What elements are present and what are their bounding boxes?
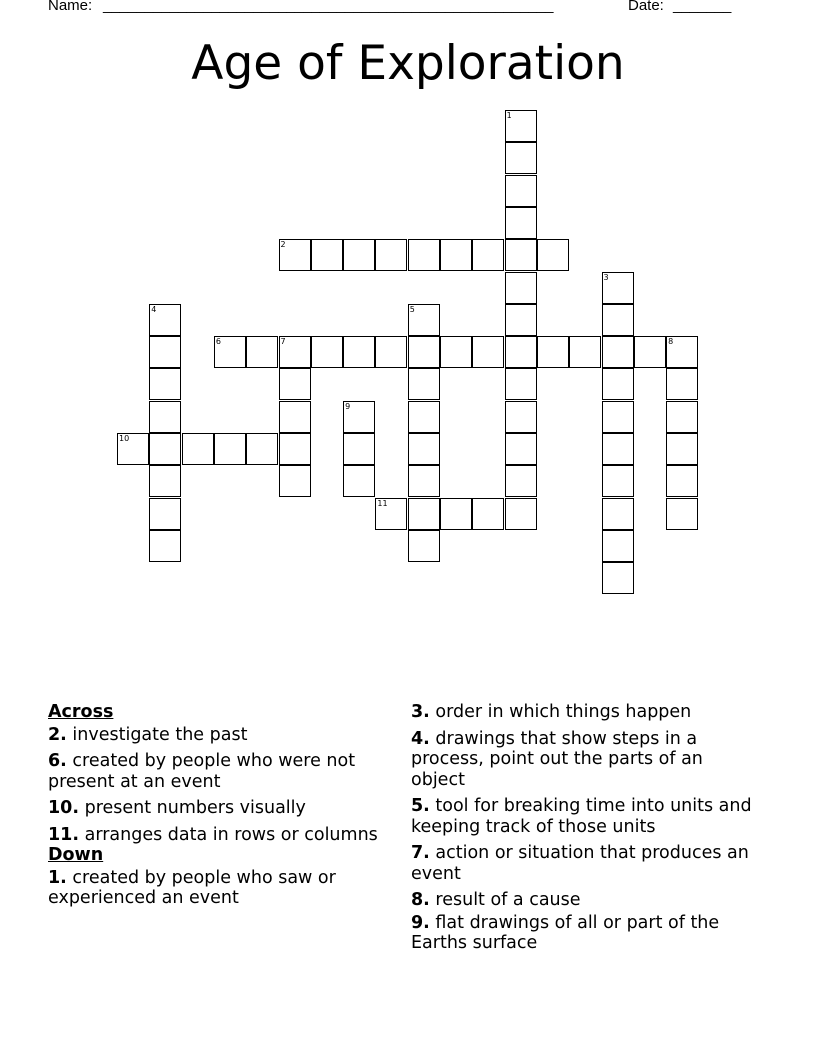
crossword-cell[interactable] [246,433,278,465]
down-clue: 5. tool for breaking time into units and keeping track of those units [411,796,752,837]
cell-number: 2 [280,240,286,250]
clues-column-left [48,702,393,915]
crossword-cell[interactable] [246,336,278,368]
crossword-cell[interactable] [505,498,537,530]
crossword-cell[interactable] [343,465,375,497]
crossword-cell[interactable] [505,207,537,239]
down-clue: 9. flat drawings of all or part of the Earths surface [411,912,720,953]
crossword-cell[interactable] [505,239,537,271]
crossword-cell[interactable] [408,239,440,271]
cell-number: 5 [409,304,415,314]
crossword-cell[interactable] [149,401,181,433]
crossword-cell[interactable] [602,465,634,497]
crossword-cell[interactable] [408,433,440,465]
across-clue: 11. arranges data in rows or columns [48,824,378,845]
down-clue: 8. result of a cause [411,890,581,910]
crossword-cell[interactable] [408,401,440,433]
cell-number: 1 [506,111,512,120]
crossword-cell[interactable] [279,433,311,465]
crossword-cell[interactable] [279,401,311,433]
crossword-cell[interactable] [149,304,181,336]
crossword-cell[interactable] [149,433,181,465]
crossword-cell[interactable] [505,272,537,304]
crossword-cell[interactable] [602,304,634,336]
crossword-cell[interactable] [408,465,440,497]
puzzle-title: Age of Exploration [191,36,625,91]
crossword-cell[interactable] [375,239,407,271]
worksheet-header [48,0,748,19]
crossword-cell[interactable] [149,368,181,400]
crossword-cell[interactable] [279,239,311,271]
crossword-cell[interactable] [408,530,440,562]
down-clue: 4. drawings that show steps in a process, point out the parts of an object [411,728,703,790]
crossword-cell[interactable] [602,498,634,530]
clues-column-right [411,702,761,960]
crossword-cell[interactable] [472,336,504,368]
crossword-cell[interactable] [343,336,375,368]
crossword-cell[interactable] [634,336,666,368]
crossword-cell[interactable] [505,465,537,497]
crossword-cell[interactable] [343,401,375,433]
crossword-cell[interactable] [408,498,440,530]
crossword-cell[interactable] [666,433,698,465]
cell-number: 3 [603,272,609,282]
crossword-cell[interactable] [505,433,537,465]
crossword-cell[interactable] [569,336,601,368]
date-label: Date: [628,0,664,14]
crossword-cell[interactable] [279,465,311,497]
crossword-cell[interactable] [472,498,504,530]
crossword-cell[interactable] [537,336,569,368]
crossword-cell[interactable] [602,401,634,433]
crossword-cell[interactable] [182,433,214,465]
down-clue: 1. created by people who saw or experienced an event [48,867,336,908]
name-label: Name: [48,0,93,14]
crossword-cell[interactable] [472,239,504,271]
across-clue: 6. created by people who were not present at an event [48,751,356,792]
crossword-cell[interactable] [408,336,440,368]
cell-number: 4 [151,304,157,314]
crossword-cell[interactable] [666,336,698,368]
across-clue: 2. investigate the past [48,724,248,745]
crossword-cell[interactable] [408,304,440,336]
crossword-cell[interactable] [214,336,246,368]
cell-number: 6 [215,337,221,347]
crossword-cell[interactable] [279,336,311,368]
crossword-cell[interactable] [505,142,537,174]
crossword-cell[interactable] [279,368,311,400]
crossword-cell[interactable] [505,304,537,336]
crossword-cell[interactable] [602,433,634,465]
name-field-line: ______________________________________________________ [103,0,554,14]
crossword-cell[interactable] [505,368,537,400]
crossword-cell[interactable] [505,110,537,142]
crossword-cell[interactable] [408,368,440,400]
crossword-cell[interactable] [149,465,181,497]
cell-number: 9 [345,401,351,411]
crossword-cell[interactable] [149,336,181,368]
cell-number: 7 [280,337,286,347]
crossword-cell[interactable] [214,433,246,465]
cell-number: 11 [377,498,388,508]
date-field-line: _______ [673,0,732,14]
across-heading: Across [48,702,114,722]
crossword-cell[interactable] [343,239,375,271]
crossword-cell[interactable] [149,498,181,530]
crossword-cell[interactable] [440,336,472,368]
crossword-cell[interactable] [505,336,537,368]
down-clue: 3. order in which things happen [411,702,692,722]
crossword-cell[interactable] [149,530,181,562]
crossword-cell[interactable] [666,401,698,433]
crossword-cell[interactable] [117,433,149,465]
crossword-cell[interactable] [537,239,569,271]
crossword-cell[interactable] [505,401,537,433]
crossword-cell[interactable] [440,498,472,530]
crossword-cell[interactable] [602,368,634,400]
crossword-cell[interactable] [311,336,343,368]
down-heading: Down [48,845,104,865]
crossword-cell[interactable] [602,272,634,304]
crossword-cell[interactable] [505,175,537,207]
crossword-cell[interactable] [666,465,698,497]
cell-number: 8 [668,337,674,347]
across-clue: 10. present numbers visually [48,798,306,818]
crossword-cell[interactable] [602,336,634,368]
crossword-cell[interactable] [311,239,343,271]
cell-number: 10 [119,434,130,443]
crossword-cell[interactable] [602,530,634,562]
crossword-cell[interactable] [602,562,634,594]
crossword-cell[interactable] [666,498,698,530]
crossword-cell[interactable] [375,336,407,368]
crossword-cell[interactable] [666,368,698,400]
crossword-cell[interactable] [375,498,407,530]
down-clue: 7. action or situation that produces an event [411,843,749,884]
crossword-cell[interactable] [343,433,375,465]
crossword-cell[interactable] [440,239,472,271]
